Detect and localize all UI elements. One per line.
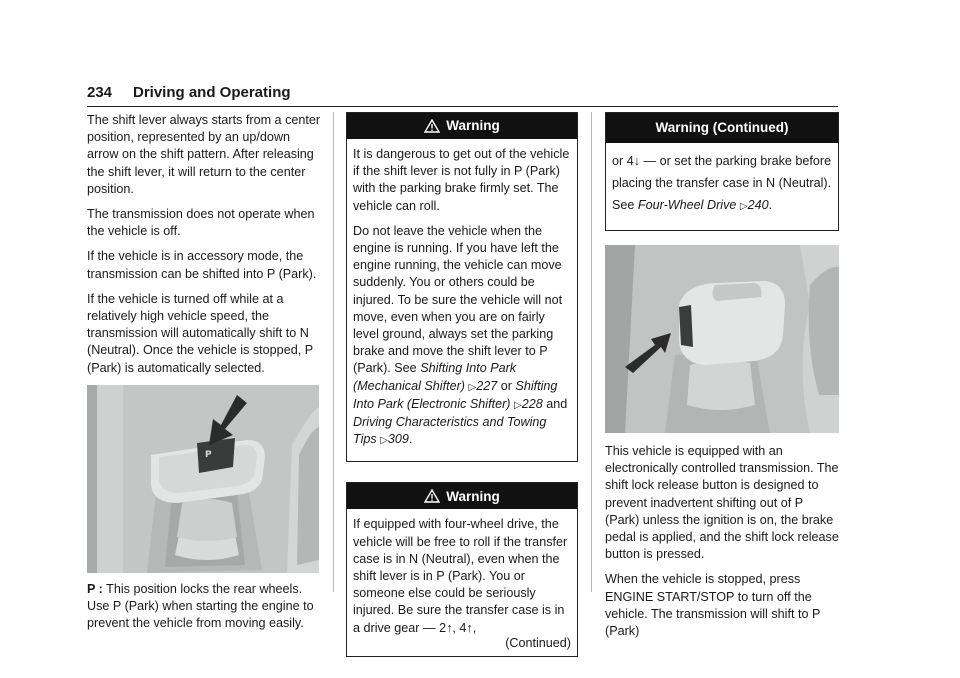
warning-icon	[424, 119, 440, 133]
park-letter: P	[205, 449, 212, 460]
paragraph: The shift lever always starts from a center position, represented by an up/down arrow on the shift pattern. After releasing the shift lever, it will return to the center position.	[87, 113, 321, 196]
paragraph: P : This position locks the rear wheels. Use P (Park) when starting the engine to prevent the vehicle from moving easily.	[87, 581, 314, 631]
warning-text: Do not leave the vehicle when the engine is running. If you have left the engine running, the vehicle can move suddenly. You or others could be injured. To be sure the vehicle will not move, even when you are on fairly level ground, always set the parking brake and move the shift lever to P (Park). See Shifting Into Park (Mechanical Shifter) ▷227 or Shifting Into Park (Electronic Shifter) ▷228 and Driving Characteristics and Towing Tips ▷309.	[353, 223, 568, 447]
warning-title: Warning	[446, 118, 500, 134]
warning-header	[347, 113, 577, 139]
cross-reference-link[interactable]: Driving Characteristics and Towing Tips	[353, 415, 547, 447]
page-header	[87, 84, 838, 107]
warning-header	[606, 113, 838, 143]
warning-text: If equipped with four-wheel drive, the vehicle will be free to roll if the transfer case is in N (Neutral), even when the shift lever is in P (Park). You or someone else could be seriously injured. Be sure the transfer case is in a drive gear — 2↑, 4↑,	[353, 517, 568, 635]
paragraph: When the vehicle is stopped, press ENGINE START/STOP to turn off the vehicle. The transmission will shift to P (Park)	[605, 572, 821, 639]
warning-box-continued	[605, 112, 839, 231]
cross-reference-link[interactable]: Shifting Into Park (Mechanical Shifter)	[353, 361, 517, 393]
warning-text: It is dangerous to get out of the vehicle if the shift lever is not fully in P (Park) with the parking brake firmly set. The vehicle can roll.	[353, 147, 570, 213]
middle-column	[346, 112, 578, 677]
warning-title: Warning (Continued)	[655, 120, 789, 136]
column-divider	[333, 112, 334, 592]
cross-reference-link[interactable]: Four-Wheel Drive	[637, 198, 737, 212]
shift-lock-release-photo	[605, 245, 839, 433]
paragraph: If the vehicle is in accessory mode, the transmission can be shifted into P (Park).	[87, 249, 317, 281]
column-divider	[591, 112, 592, 592]
continued-label: (Continued)	[505, 635, 571, 650]
right-column	[605, 112, 839, 648]
warning-box	[346, 112, 578, 462]
warning-icon	[424, 489, 440, 503]
up-arrow-icon: ↑	[446, 620, 453, 635]
warning-box	[346, 482, 578, 657]
shifter-park-photo	[87, 385, 319, 573]
paragraph: This vehicle is equipped with an electronically controlled transmission. The shift lock release button is designed to prevent inadvertent shifting out of P (Park) unless the ignition is on, the brake pedal is applied, and the shift lock release button is pressed.	[605, 444, 839, 562]
warning-title: Warning	[446, 488, 500, 504]
paragraph: If the vehicle is turned off while at a relatively high vehicle speed, the transmission will automatically shift to N (Neutral). Once the vehicle is stopped, P (Park) is automatically selected.	[87, 291, 313, 375]
cross-reference-link[interactable]: Shifting Into Park (Electronic Shifter)	[353, 378, 558, 411]
section-title: Driving and Operating	[133, 84, 291, 101]
warning-header	[347, 483, 577, 509]
paragraph: The transmission does not operate when the vehicle is off.	[87, 207, 315, 239]
page-number: 234	[87, 84, 113, 101]
left-column	[87, 112, 323, 640]
up-arrow-icon: ↑	[466, 620, 473, 635]
warning-text: or 4↓ — or set the parking brake before placing the transfer case in N (Neutral). See Four-Wheel Drive ▷240.	[612, 154, 832, 212]
park-label: P :	[87, 581, 103, 596]
down-arrow-icon: ↓	[633, 154, 640, 168]
